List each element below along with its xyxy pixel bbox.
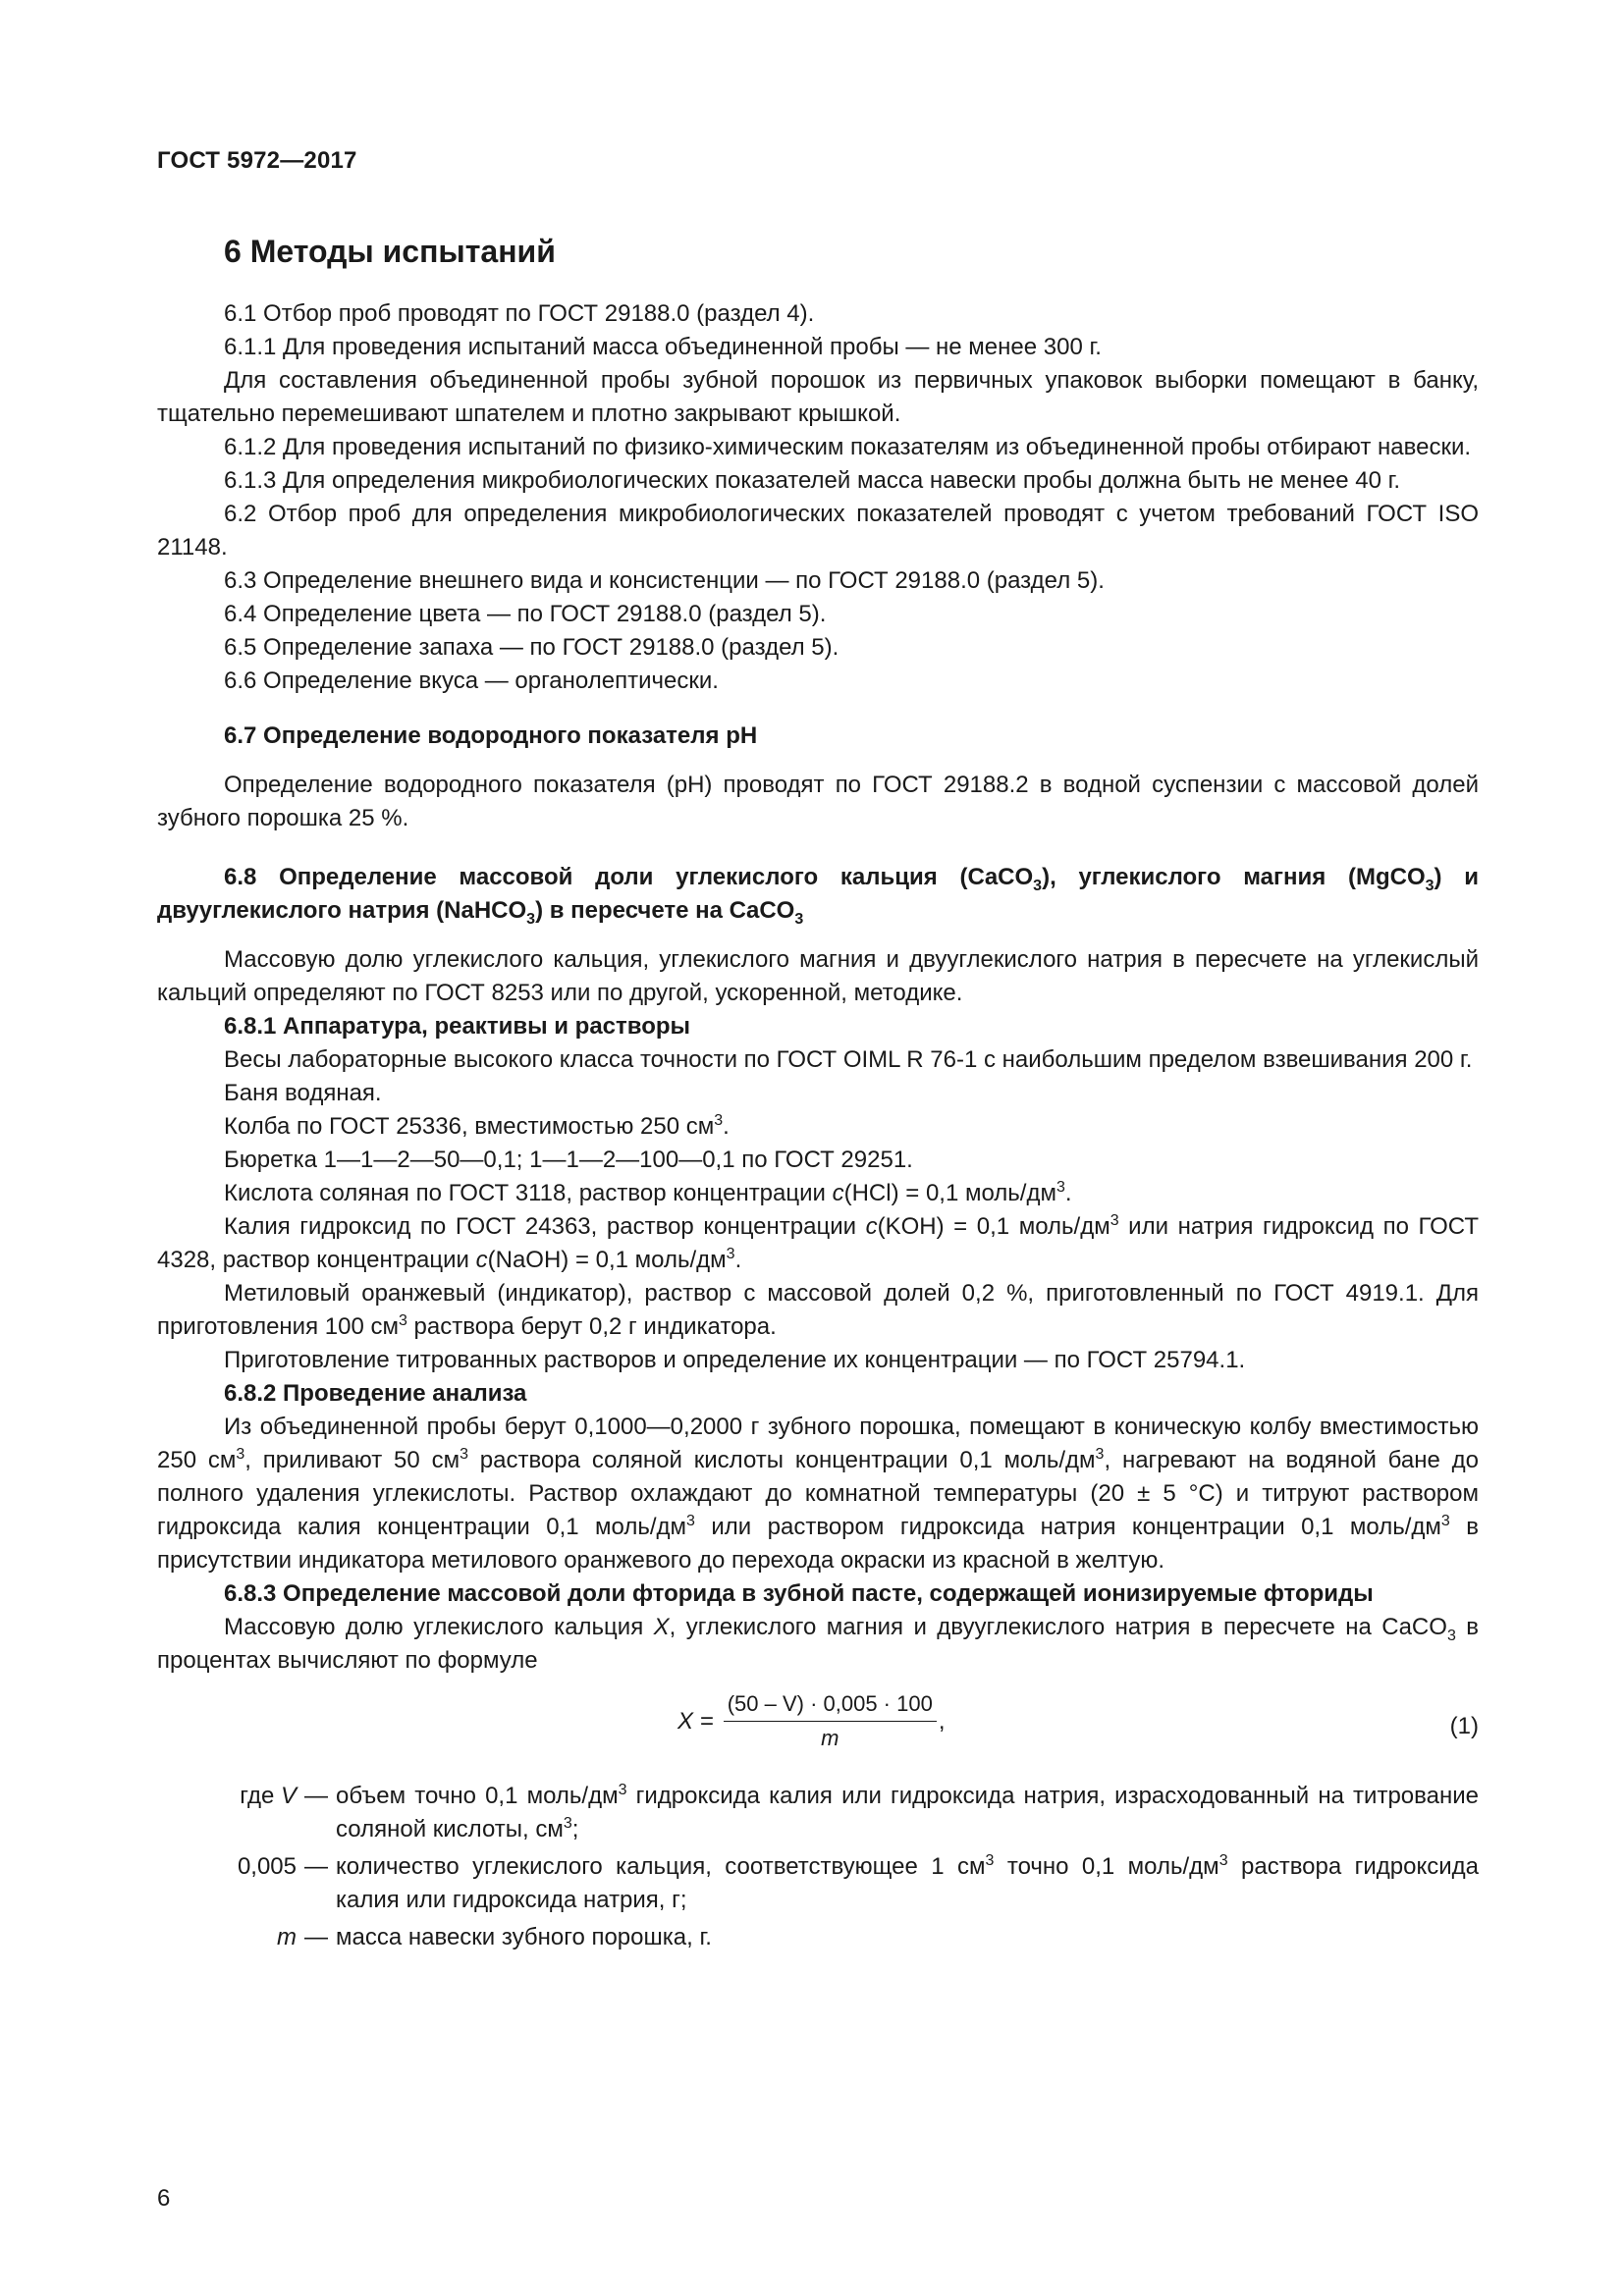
paragraph-6-6: 6.6 Определение вкуса — органолептически. [224,667,719,694]
subsection-6-8-2-title: 6.8.2 Проведение анализа [224,1380,527,1407]
paragraph-6-1-2: 6.1.2 Для проведения испытаний по физико-химическим показателям из объединенной пробы отбирают навески. [224,434,1472,460]
paragraph-6-1-1-body: Для составления объединенной пробы зубной порошок из первичных упаковок выборки помещают в банку, тщательно перемешивают шпателем и плотно закрывают крышкой. [157,367,1479,427]
item-titrant: Приготовление титрованных растворов и определение их концентрации — по ГОСТ 25794.1. [224,1347,1246,1373]
paragraph-6-1: 6.1 Отбор проб проводят по ГОСТ 29188.0 (раздел 4). [224,300,815,327]
item-koh: Калия гидроксид по ГОСТ 24363, раствор концентрации c(KOH) = 0,1 моль/$дм^3$ или натрия гидроксид по ГОСТ 4328, раствор концентрации c(NaOH) = 0,1 моль/$дм^3$. [157,1212,1479,1273]
formula-1 [157,1683,1479,1770]
subsection-6-8-title: 6.8 Определение массовой доли углекислого кальция (CaCO$_3$), углекислого магния (MgCO$_3$) и двууглекислого натрия (NaHCO$_3$) в пересчете на CaCO$_3$ [157,864,1479,928]
legend-dash: — [304,1853,328,1880]
formula-number: (1) [1449,1713,1479,1739]
formula-trail: , [938,1707,946,1735]
legend-dash: — [304,1783,328,1809]
item-scales: Весы лабораторные высокого класса точности по ГОСТ OIML R 76-1 с наибольшим пределом взвешивания 200 г. [224,1046,1473,1073]
document-page [157,147,1479,1958]
item-bath: Баня водяная. [224,1080,382,1106]
item-flask: Колба по ГОСТ 25336, вместимостью 250 $см^3$. [224,1112,730,1140]
formula-lhs: X = [677,1707,714,1735]
section-title: 6 Методы испытаний [224,234,556,269]
item-indicator: Метиловый оранжевый (индикатор), раствор с массовой долей 0,2 %, приготовленный по ГОСТ 4919.1. Для приготовления 100 $см^3$ раствора берут 0,2 г индикатора. [157,1280,1479,1340]
subsection-6-8-1-title: 6.8.1 Аппаратура, реактивы и растворы [224,1013,691,1040]
subsection-6-7-title: 6.7 Определение водородного показателя pH [224,722,758,749]
item-hcl: Кислота соляная по ГОСТ 3118, раствор концентрации c(HCl) = 0,1 моль/$дм^3$. [224,1179,1072,1206]
paragraph-6-2: 6.2 Отбор проб для определения микробиологических показателей проводят с учетом требований ГОСТ ISO 21148. [157,501,1479,561]
paragraph-6-1-1: 6.1.1 Для проведения испытаний масса объединенной пробы — не менее 300 г. [224,334,1102,360]
subsection-6-8-3-title: 6.8.3 Определение массовой доли фторида в зубной пасте, содержащей ионизируемые фториды [224,1580,1374,1607]
item-burette: Бюретка 1—1—2—50—0,1; 1—1—2—100—0,1 по ГОСТ 29251. [224,1147,913,1173]
formula-denominator: m [821,1726,839,1750]
subsection-6-8-2-body: Из объединенной пробы берут 0,1000—0,2000 г зубного порошка, помещают в коническую колбу вместимостью 250 $см^3$, приливают 50 $см^3$ раствора соляной кислоты концентрации 0,1 моль/$дм^3$, нагревают на водяной бане до полного удаления углекислоты. Раствор охлаждают до комнатной температуры (20 ± 5 °С) и титруют раствором гидроксида калия концентрации 0,1 моль/$дм^3$ или раствором гидроксида натрия концентрации 0,1 моль/$дм^3$ в присутствии индикатора метилового оранжевого до перехода окраски из красной в желтую. [157,1414,1479,1574]
legend-dash: — [304,1924,328,1950]
legend-symbol: где V [240,1783,297,1809]
legend-item [157,1780,1479,1846]
page-number: 6 [157,2185,171,2212]
legend-text: объем точно 0,1 моль/$дм^3$ гидроксида калия или гидроксида натрия, израсходованный на титрование соляной кислоты, $см^3$; [336,1782,1479,1842]
paragraph-6-3: 6.3 Определение внешнего вида и консистенции — по ГОСТ 29188.0 (раздел 5). [224,567,1105,594]
legend-symbol: m [277,1924,297,1950]
legend-item [157,1850,1479,1917]
paragraph-6-1-3: 6.1.3 Для определения микробиологических показателей масса навески пробы должна быть не менее 40 г. [224,467,1401,494]
subsection-6-8-3-body: Массовую долю углекислого кальция X, углекислого магния и двууглекислого натрия в пересчете на CaCO$_3$ в процентах вычисляют по формуле [157,1614,1479,1674]
paragraph-6-5: 6.5 Определение запаха — по ГОСТ 29188.0 (раздел 5). [224,634,839,661]
formula-legend [157,1780,1479,1954]
formula-expression [677,1691,946,1751]
paragraph-6-4: 6.4 Определение цвета — по ГОСТ 29188.0 (раздел 5). [224,601,827,627]
formula-fraction [724,1691,937,1751]
legend-item [157,1921,1479,1954]
standard-header: ГОСТ 5972—2017 [157,147,357,174]
legend-text: масса навески зубного порошка, г. [336,1924,712,1950]
subsection-6-8-body: Массовую долю углекислого кальция, углекислого магния и двууглекислого натрия в пересчете на углекислый кальций определяют по ГОСТ 8253 или по другой, ускоренной, методике. [157,946,1479,1006]
legend-text: количество углекислого кальция, соответствующее 1 $см^3$ точно 0,1 моль/$дм^3$ раствора гидроксида калия или гидроксида натрия, г; [336,1852,1480,1913]
legend-symbol: 0,005 [237,1853,297,1880]
formula-numerator: (50 – V) · 0,005 · 100 [724,1691,937,1722]
subsection-6-7-body: Определение водородного показателя (pH) проводят по ГОСТ 29188.2 в водной суспензии с массовой долей зубного порошка 25 %. [157,772,1479,831]
